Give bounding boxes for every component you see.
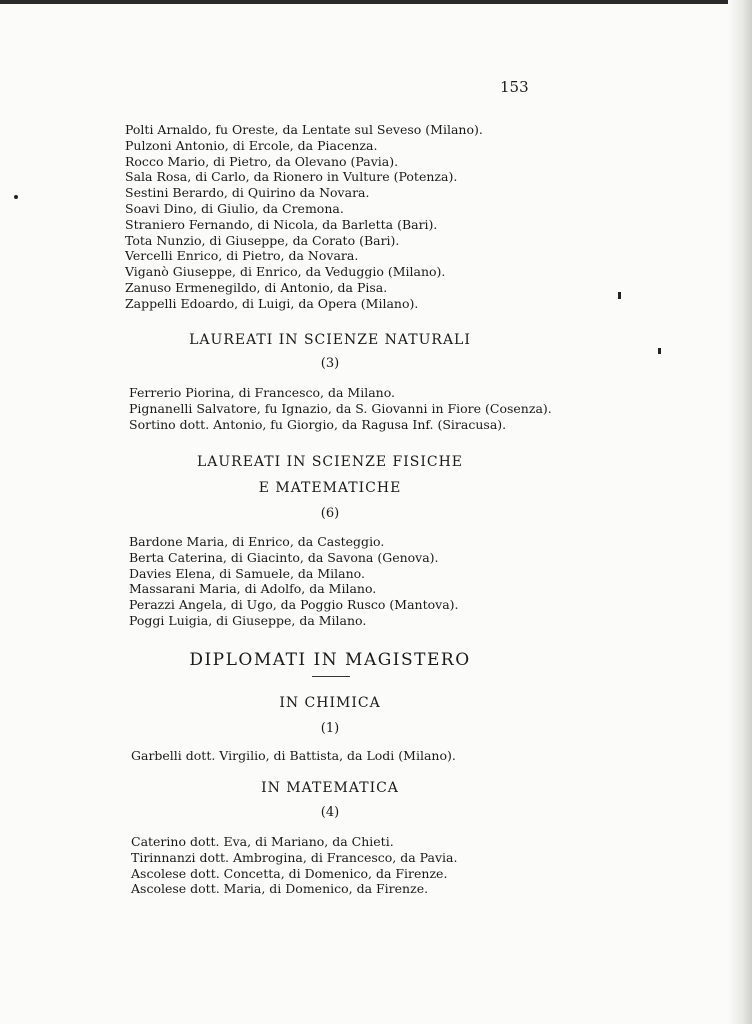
continued-list [125, 122, 483, 312]
section-count-fisiche: (6) [320, 506, 340, 521]
list-item: Soavi Dino, di Giulio, da Cremona. [125, 200, 344, 216]
list-item: Ascolese dott. Maria, di Domenico, da Firenze. [131, 881, 429, 897]
chimica-list [131, 748, 456, 764]
section-heading-naturali: LAUREATI IN SCIENZE NATURALI [189, 332, 471, 348]
naturali-list [129, 385, 552, 432]
list-item: Garbelli dott. Virgilio, di Battista, da Lodi (Milano). [131, 748, 456, 763]
page-top-edge [0, 0, 752, 4]
list-item: Massarani Maria, di Adolfo, da Milano. [129, 581, 377, 597]
list-item: Sestini Berardo, di Quirino da Novara. [125, 185, 370, 201]
list-item: Ferrerio Piorina, di Francesco, da Milano. [129, 385, 395, 400]
list-item: Sortino dott. Antonio, fu Giorgio, da Ragusa Inf. (Siracusa). [129, 416, 507, 432]
list-item: Polti Arnaldo, fu Oreste, da Lentate sul Seveso (Milano). [125, 122, 483, 137]
list-item: Viganò Giuseppe, di Enrico, da Veduggio (Milano). [125, 264, 446, 280]
matematica-list [131, 834, 457, 897]
page-binding-edge [728, 0, 752, 1024]
list-item: Tirinnanzi dott. Ambrogina, di Francesco, da Pavia. [131, 849, 458, 865]
list-item: Poggi Luigia, di Giuseppe, da Milano. [129, 612, 367, 628]
scan-speck [658, 348, 661, 354]
list-item: Zappelli Edoardo, di Luigi, da Opera (Milano). [125, 295, 419, 311]
list-item: Bardone Maria, di Enrico, da Casteggio. [129, 534, 385, 549]
list-item: Vercelli Enrico, di Pietro, da Novara. [125, 248, 359, 264]
section-count-naturali: (3) [320, 356, 340, 371]
scan-speck [618, 292, 621, 299]
section-heading-fisiche: LAUREATI IN SCIENZE FISICHE [196, 454, 464, 470]
list-item: Pulzoni Antonio, di Ercole, da Piacenza. [125, 137, 378, 153]
section-heading-fisiche-line2: E MATEMATICHE [258, 480, 402, 496]
list-item: Caterino dott. Eva, di Mariano, da Chieti. [131, 834, 394, 849]
section-heading-diplomati: DIPLOMATI IN MAGISTERO [189, 650, 471, 670]
section-heading-chimica: IN CHIMICA [279, 695, 381, 711]
list-item: Berta Caterina, di Giacinto, da Savona (Genova). [129, 549, 439, 565]
list-item: Ascolese dott. Concetta, di Domenico, da Firenze. [131, 865, 448, 881]
page-number: 153 [500, 78, 529, 96]
list-item: Sala Rosa, di Carlo, da Rionero in Vulture (Potenza). [125, 169, 458, 185]
section-divider [312, 676, 350, 677]
section-count-matematica: (4) [320, 805, 340, 820]
list-item: Pignanelli Salvatore, fu Ignazio, da S. Giovanni in Fiore (Cosenza). [129, 400, 552, 416]
list-item: Zanuso Ermenegildo, di Antonio, da Pisa. [125, 279, 388, 295]
section-heading-matematica: IN MATEMATICA [261, 780, 399, 796]
section-count-chimica: (1) [320, 721, 340, 736]
list-item: Straniero Fernando, di Nicola, da Barletta (Bari). [125, 216, 438, 232]
scan-speck [14, 195, 18, 199]
fisiche-list [129, 534, 459, 629]
list-item: Perazzi Angela, di Ugo, da Poggio Rusco (Mantova). [129, 597, 459, 613]
list-item: Tota Nunzio, di Giuseppe, da Corato (Bari). [125, 232, 400, 248]
list-item: Davies Elena, di Samuele, da Milano. [129, 565, 365, 581]
list-item: Rocco Mario, di Pietro, da Olevano (Pavia). [125, 153, 399, 169]
